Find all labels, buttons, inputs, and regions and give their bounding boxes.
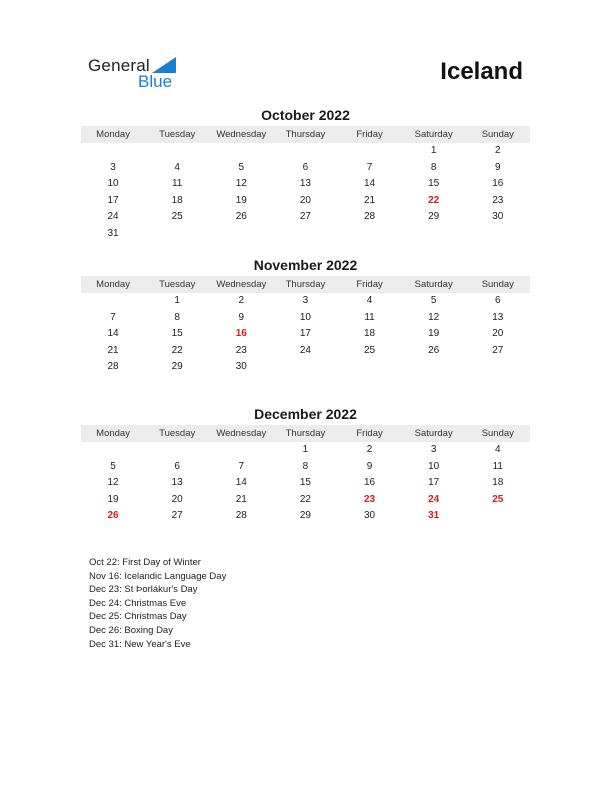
day-cell: 7 <box>110 311 116 323</box>
week-row <box>81 310 530 327</box>
day-cell: 22 <box>428 194 440 206</box>
weekday-label: Wednesday <box>216 129 267 140</box>
day-cell <box>273 226 337 243</box>
day-cell: 10 <box>428 460 440 472</box>
weekday-label: Friday <box>356 428 383 439</box>
day-cell: 28 <box>107 361 119 372</box>
weekday-label: Sunday <box>481 129 514 140</box>
weekday-label: Saturday <box>414 129 453 140</box>
week-row <box>81 143 530 160</box>
week-row <box>81 326 530 343</box>
day-cell <box>145 442 209 459</box>
day-cell: 8 <box>430 161 437 173</box>
day-cell: 13 <box>492 311 504 323</box>
day-cell: 28 <box>364 211 376 222</box>
day-cell: 12 <box>107 477 119 488</box>
weekday-label: Monday <box>96 129 130 140</box>
week-row <box>81 176 530 193</box>
weekday-label: Thursday <box>285 129 326 140</box>
day-cell: 29 <box>428 211 440 222</box>
month-title: October 2022 <box>261 107 350 123</box>
day-cell: 13 <box>299 178 311 189</box>
day-cell: 18 <box>171 194 183 206</box>
day-cell: 15 <box>299 477 311 488</box>
country-title: Iceland <box>440 58 523 85</box>
day-cell: 3 <box>430 444 437 455</box>
day-cell: 29 <box>299 510 311 521</box>
day-cell <box>466 359 530 376</box>
month-december <box>81 405 530 525</box>
day-cell <box>209 143 273 160</box>
weekday-label: Sunday <box>481 428 514 439</box>
weekday-label: Monday <box>96 279 130 290</box>
day-cell: 23 <box>235 344 247 356</box>
day-cell: 11 <box>364 311 375 323</box>
day-cell <box>273 143 337 160</box>
day-cell: 8 <box>302 460 309 472</box>
day-cell: 14 <box>364 178 376 189</box>
month-title: December 2022 <box>254 406 357 422</box>
day-cell: 3 <box>302 295 309 306</box>
day-cell: 17 <box>107 194 119 206</box>
day-cell: 17 <box>299 328 311 339</box>
day-cell: 15 <box>428 178 440 189</box>
day-cell: 24 <box>107 211 119 222</box>
holiday-notes <box>89 556 226 651</box>
day-cell: 27 <box>492 344 504 356</box>
day-cell <box>145 226 209 243</box>
logo-blue-text: Blue <box>138 72 173 91</box>
day-cell: 12 <box>235 178 247 189</box>
day-cell: 25 <box>171 211 183 222</box>
day-cell: 6 <box>174 460 180 472</box>
weekday-label: Thursday <box>285 428 326 439</box>
day-cell: 11 <box>492 460 503 472</box>
week-row <box>81 209 530 226</box>
day-cell: 30 <box>364 510 376 521</box>
week-row <box>81 475 530 492</box>
day-cell: 18 <box>492 477 504 488</box>
day-cell <box>338 359 402 376</box>
day-cell: 11 <box>171 178 183 189</box>
month-grid <box>81 143 530 242</box>
weekday-header <box>81 425 530 442</box>
week-row <box>81 359 530 376</box>
day-cell: 7 <box>238 460 245 472</box>
day-cell: 26 <box>428 344 440 356</box>
day-cell: 9 <box>366 460 373 472</box>
day-cell: 16 <box>364 477 376 488</box>
day-cell: 10 <box>299 311 311 323</box>
logo-general-text: General <box>88 56 150 75</box>
weekday-label: Saturday <box>414 279 453 290</box>
day-cell: 5 <box>238 161 245 173</box>
day-cell: 8 <box>174 311 180 323</box>
day-cell: 21 <box>107 344 119 356</box>
day-cell <box>81 143 145 160</box>
day-cell: 31 <box>107 227 119 239</box>
day-cell: 20 <box>299 194 311 206</box>
holiday-note: Dec 31: New Year's Eve <box>89 638 191 650</box>
holiday-note: Dec 25: Christmas Day <box>89 611 187 623</box>
weekday-label: Tuesday <box>159 279 196 290</box>
week-row <box>81 226 530 243</box>
weekday-label: Wednesday <box>216 428 267 439</box>
day-cell: 2 <box>238 295 245 306</box>
logo-triangle-icon <box>152 57 176 73</box>
day-cell: 21 <box>235 493 247 505</box>
day-cell <box>402 226 466 243</box>
day-cell: 27 <box>299 211 311 222</box>
week-row <box>81 293 530 310</box>
day-cell <box>273 359 337 376</box>
day-cell: 19 <box>235 194 247 206</box>
day-cell <box>338 143 402 160</box>
day-cell: 24 <box>428 493 440 505</box>
day-cell: 4 <box>495 444 501 455</box>
day-cell: 16 <box>492 178 504 189</box>
day-cell: 2 <box>495 145 501 156</box>
brand-logo <box>88 56 198 96</box>
holiday-note: Nov 16: Icelandic Language Day <box>89 570 227 582</box>
day-cell <box>466 226 530 243</box>
day-cell: 23 <box>364 493 376 505</box>
day-cell: 6 <box>302 161 309 173</box>
day-cell <box>338 226 402 243</box>
week-row <box>81 459 530 476</box>
day-cell <box>209 442 273 459</box>
day-cell: 9 <box>238 311 245 323</box>
month-title: November 2022 <box>253 257 358 273</box>
day-cell: 20 <box>492 328 504 339</box>
month-november <box>81 256 530 376</box>
day-cell: 22 <box>299 493 311 505</box>
day-cell: 19 <box>428 328 440 339</box>
weekday-label: Thursday <box>285 279 326 290</box>
day-cell: 10 <box>107 178 119 189</box>
day-cell: 31 <box>428 510 440 521</box>
day-cell: 27 <box>171 510 183 521</box>
day-cell: 4 <box>366 295 373 306</box>
day-cell: 18 <box>364 328 376 339</box>
day-cell: 25 <box>492 493 504 505</box>
day-cell <box>81 442 145 459</box>
week-row <box>81 193 530 210</box>
day-cell: 23 <box>492 194 504 206</box>
day-cell: 1 <box>430 145 437 156</box>
day-cell: 30 <box>235 361 247 372</box>
day-cell: 26 <box>235 211 247 222</box>
day-cell: 22 <box>171 344 183 356</box>
day-cell: 13 <box>171 477 183 488</box>
day-cell: 26 <box>107 510 119 521</box>
day-cell: 14 <box>107 328 119 339</box>
day-cell: 6 <box>495 295 501 306</box>
weekday-header <box>81 126 530 143</box>
day-cell <box>81 293 145 310</box>
day-cell <box>402 359 466 376</box>
day-cell: 7 <box>366 161 373 173</box>
weekday-label: Tuesday <box>159 129 196 140</box>
holiday-note: Dec 26: Boxing Day <box>89 624 173 636</box>
day-cell: 21 <box>364 194 376 206</box>
day-cell: 5 <box>110 460 116 472</box>
weekday-label: Tuesday <box>159 428 196 439</box>
weekday-label: Friday <box>356 279 383 290</box>
holiday-note: Oct 22: First Day of Winter <box>89 557 201 568</box>
day-cell: 30 <box>492 211 504 222</box>
day-cell: 29 <box>171 361 183 372</box>
day-cell: 17 <box>428 477 440 488</box>
day-cell: 25 <box>364 344 376 356</box>
week-row <box>81 160 530 177</box>
day-cell: 9 <box>495 161 501 173</box>
day-cell: 4 <box>174 161 180 173</box>
day-cell <box>145 143 209 160</box>
month-october <box>81 106 530 242</box>
month-grid <box>81 293 530 376</box>
week-row <box>81 492 530 509</box>
week-row <box>81 442 530 459</box>
day-cell: 15 <box>171 328 183 339</box>
day-cell <box>466 508 530 525</box>
day-cell: 14 <box>235 477 247 488</box>
day-cell: 2 <box>366 444 373 455</box>
day-cell: 20 <box>171 493 183 505</box>
week-row <box>81 343 530 360</box>
weekday-label: Sunday <box>481 279 514 290</box>
day-cell: 24 <box>299 344 311 356</box>
day-cell: 5 <box>430 295 437 306</box>
day-cell: 1 <box>302 444 309 455</box>
day-cell: 1 <box>174 295 180 306</box>
day-cell: 28 <box>235 510 247 521</box>
weekday-label: Friday <box>356 129 383 140</box>
week-row <box>81 508 530 525</box>
weekday-label: Wednesday <box>216 279 267 290</box>
day-cell: 12 <box>428 311 440 323</box>
weekday-label: Saturday <box>414 428 453 439</box>
weekday-header <box>81 276 530 293</box>
weekday-label: Monday <box>96 428 130 439</box>
month-grid <box>81 442 530 525</box>
day-cell <box>209 226 273 243</box>
holiday-note: Dec 23: St Þorlákur's Day <box>89 584 198 596</box>
day-cell: 16 <box>235 328 247 339</box>
day-cell: 19 <box>107 493 119 505</box>
holiday-note: Dec 24: Christmas Eve <box>89 597 187 609</box>
day-cell: 3 <box>110 161 116 173</box>
